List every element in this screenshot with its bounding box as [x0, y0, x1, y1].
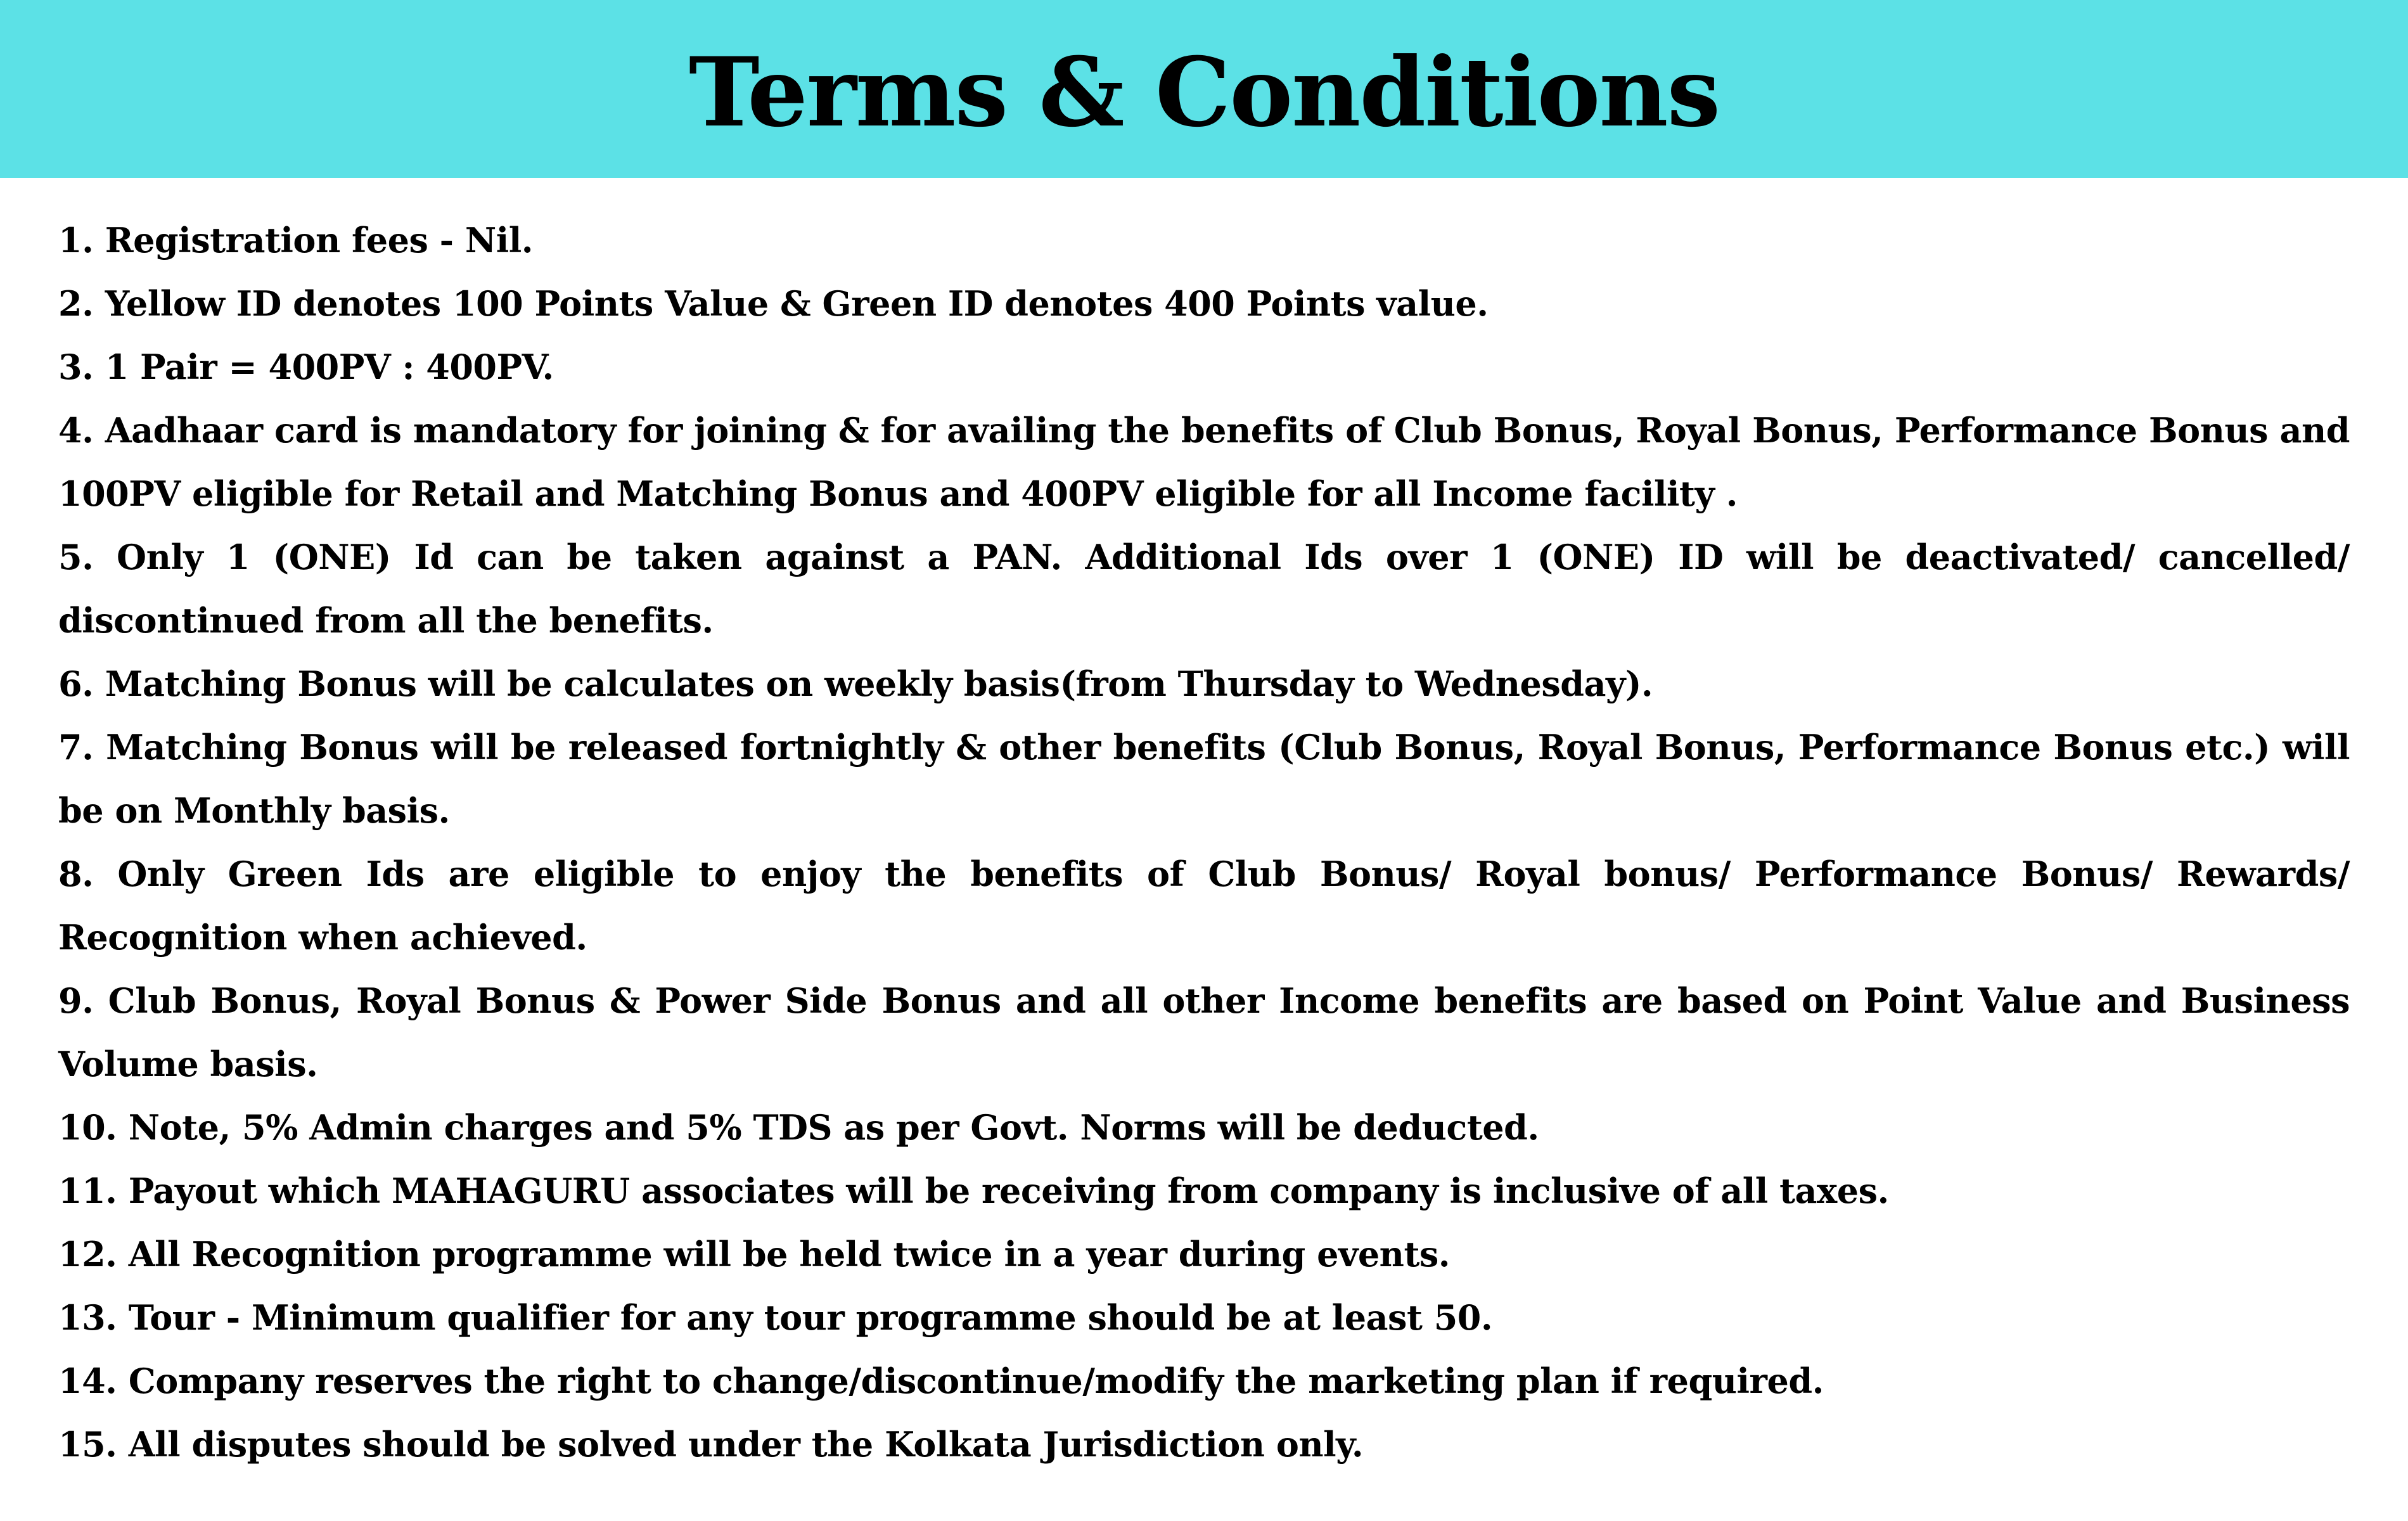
term-item: [58, 1159, 2350, 1223]
page-title: Terms & Conditions: [688, 36, 1720, 148]
term-number: 6.: [58, 664, 94, 704]
term-text: Only 1 (ONE) Id can be taken against a PAN. Additional Ids over 1 (ONE) ID will be deactivated/ cancelled/ discontinued from all the benefits.: [58, 537, 2350, 641]
term-number: 15.: [58, 1424, 117, 1465]
term-text: All disputes should be solved under the Kolkata Jurisdiction only.: [128, 1424, 1364, 1465]
term-number: 3.: [58, 347, 94, 387]
term-number: 13.: [58, 1297, 117, 1338]
term-text: Tour - Minimum qualifier for any tour programme should be at least 50.: [128, 1297, 1493, 1338]
terms-list: [0, 178, 2408, 1476]
term-item: [58, 525, 2350, 652]
header-banner: [0, 0, 2408, 178]
term-item: [58, 209, 2350, 272]
term-item: [58, 1349, 2350, 1413]
term-item: [58, 1223, 2350, 1286]
term-text: Club Bonus, Royal Bonus & Power Side Bonus and all other Income benefits are based on Point Value and Business Volume basis.: [58, 980, 2350, 1084]
term-item: [58, 335, 2350, 399]
term-number: 1.: [58, 220, 94, 260]
term-item: [58, 842, 2350, 969]
term-number: 9.: [58, 980, 94, 1021]
term-text: All Recognition programme will be held twice in a year during events.: [128, 1234, 1451, 1274]
term-item: [58, 272, 2350, 335]
term-item: [58, 969, 2350, 1096]
term-number: 11.: [58, 1171, 117, 1211]
term-number: 7.: [58, 727, 94, 767]
term-item: [58, 1413, 2350, 1476]
term-item: [58, 399, 2350, 525]
term-text: Registration fees - Nil.: [105, 220, 534, 260]
term-number: 5.: [58, 537, 94, 577]
term-item: [58, 1286, 2350, 1349]
term-text: Company reserves the right to change/discontinue/modify the marketing plan if required.: [128, 1361, 1824, 1401]
term-item: [58, 1096, 2350, 1159]
term-number: 12.: [58, 1234, 117, 1274]
term-number: 10.: [58, 1107, 117, 1148]
term-number: 2.: [58, 283, 94, 324]
term-text: 1 Pair = 400PV : 400PV.: [105, 347, 554, 387]
term-text: Note, 5% Admin charges and 5% TDS as per Govt. Norms will be deducted.: [128, 1107, 1539, 1148]
term-item: [58, 716, 2350, 842]
term-text: Matching Bonus will be calculates on weekly basis(from Thursday to Wednesday).: [105, 664, 1653, 704]
term-number: 14.: [58, 1361, 117, 1401]
term-text: Aadhaar card is mandatory for joining & for availing the benefits of Club Bonus, Royal Bonus, Performance Bonus and 100PV eligible for Retail and Matching Bonus and 400PV eligible for all Income facility .: [58, 410, 2350, 514]
term-text: Yellow ID denotes 100 Points Value & Green ID denotes 400 Points value.: [105, 283, 1489, 324]
term-number: 8.: [58, 854, 94, 894]
term-text: Only Green Ids are eligible to enjoy the benefits of Club Bonus/ Royal bonus/ Performance Bonus/ Rewards/ Recognition when achieved.: [58, 854, 2350, 958]
term-item: [58, 652, 2350, 716]
term-text: Payout which MAHAGURU associates will be receiving from company is inclusive of all taxes.: [128, 1171, 1889, 1211]
term-number: 4.: [58, 410, 94, 451]
term-text: Matching Bonus will be released fortnightly & other benefits (Club Bonus, Royal Bonus, Performance Bonus etc.) will be on Monthly basis.: [58, 727, 2350, 831]
